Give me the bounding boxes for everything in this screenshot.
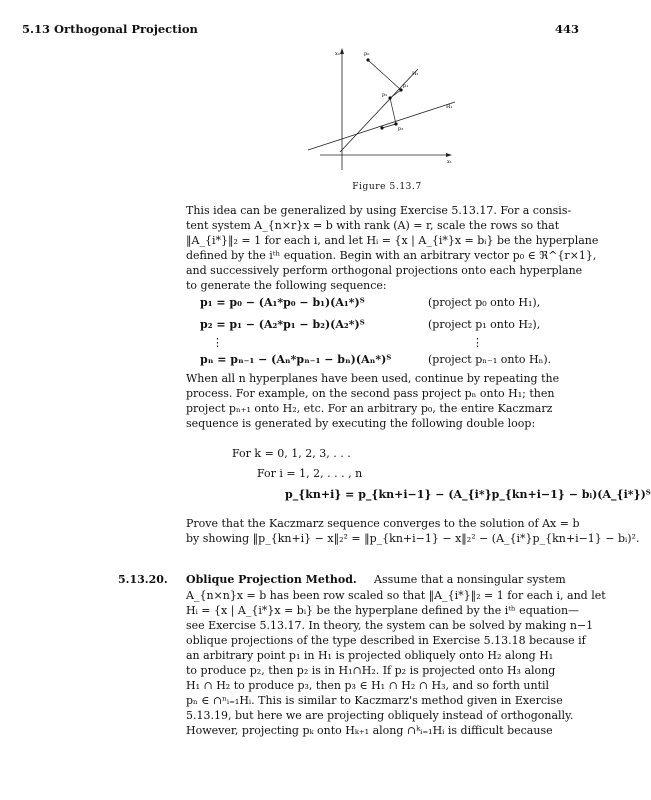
label-p1: p₁ — [403, 83, 409, 89]
text-line: to generate the following sequence: — [186, 279, 387, 292]
vertical-dots-left: ⋮ — [212, 336, 223, 349]
exercise-number: 5.13.20. — [118, 573, 168, 586]
exercise-title: Oblique Projection Method. — [186, 573, 357, 586]
text-line: However, projecting pₖ onto Hₖ₊₁ along ∩ᵏᵢ₌₁Hᵢ is difficult because — [186, 724, 553, 737]
text-line: see Exercise 5.13.17. In theory, the system can be solved by making n−1 — [186, 619, 594, 632]
section-header: 5.13 Orthogonal Projection — [22, 22, 198, 36]
text-line: defined by the iᵗʰ equation. Begin with an arbitrary vector p₀ ∈ ℜ^{r×1}, — [186, 249, 597, 262]
label-h2: H₂ — [412, 71, 419, 77]
exercise-first-line: Assume that a nonsingular system — [374, 573, 566, 586]
text-line: process. For example, on the second pass project pₙ onto H₁; then — [186, 387, 555, 400]
paragraph-2 — [186, 371, 588, 431]
text-line: When all n hyperplanes have been used, continue by repeating the — [186, 372, 560, 385]
note-p1: (project p₀ onto H₁), — [428, 296, 541, 309]
label-p3: p₃ — [398, 126, 404, 132]
figure-caption: Figure 5.13.7 — [352, 182, 422, 192]
text-line: sequence is generated by executing the following double loop: — [186, 417, 536, 430]
point-p4 — [380, 126, 383, 129]
loop-body: p_{kn+i} = p_{kn+i−1} − (A_{i*}p_{kn+i−1} − bᵢ)(A_{i*})ᵀ — [285, 488, 651, 501]
x1-axis-arrow — [446, 153, 452, 157]
text-line: project pₙ₊₁ onto H₂, etc. For an arbitrary p₀, the entire Kaczmarz — [186, 402, 553, 415]
equation-p1: p₁ = p₀ − (A₁*p₀ − b₁)(A₁*)ᵀ — [200, 296, 365, 309]
hyperplane-h2 — [340, 69, 418, 152]
text-line: A_{n×n}x = b has been row scaled so that ‖A_{i*}‖₂ = 1 for each i, and let — [186, 589, 606, 602]
note-p2: (project p₁ onto H₂), — [428, 318, 541, 331]
text-line: ‖A_{i*}‖₂ = 1 for each i, and let Hᵢ = {x | A_{i*}x = bᵢ} be the hyperplane — [186, 234, 599, 247]
loop-outer: For k = 0, 1, 2, 3, . . . — [232, 447, 351, 460]
label-p0: p₀ — [364, 51, 370, 57]
hyperplane-h1 — [308, 102, 455, 150]
loop-inner: For i = 1, 2, . . . , n — [257, 467, 363, 480]
paragraph-3 — [186, 516, 640, 546]
label-p2: p₂ — [382, 92, 388, 98]
point-p0 — [366, 58, 369, 61]
equation-pn: pₙ = pₙ₋₁ − (Aₙ*pₙ₋₁ − bₙ)(Aₙ*)ᵀ — [200, 353, 392, 366]
paragraph-1 — [186, 203, 599, 293]
text-line: pₙ ∈ ∩ⁿᵢ₌₁Hᵢ. This is similar to Kaczmarz's method given in Exercise — [186, 694, 563, 707]
x2-axis-arrow — [340, 48, 344, 54]
equation-p2: p₂ = p₁ − (A₂*p₁ − b₂)(A₂*)ᵀ — [200, 318, 365, 331]
label-x1: x₁ — [447, 159, 452, 165]
text-line: This idea can be generalized by using Exercise 5.13.17. For a consis- — [186, 204, 572, 217]
text-line: to produce p₂, then p₂ is in H₁∩H₂. If p₂ is projected onto H₃ along — [186, 664, 556, 677]
text-line: 5.13.19, but here we are projecting obliquely instead of orthogonally. — [186, 709, 574, 722]
label-h1: H₁ — [446, 104, 453, 110]
text-line: oblique projections of the type described in Exercise 5.13.18 because if — [186, 634, 586, 647]
projection-ray — [382, 124, 396, 128]
text-line: tent system A_{n×r}x = b with rank (A) = r, scale the rows so that — [186, 219, 560, 232]
label-x2: x₂ — [335, 51, 340, 57]
text-line: Prove that the Kaczmarz sequence converges to the solution of Ax = b — [186, 517, 580, 530]
text-line: by showing ‖p_{kn+i} − x‖₂² = ‖p_{kn+i−1} − x‖₂² − (A_{i*}p_{kn+i−1} − bᵢ)². — [186, 532, 640, 545]
text-line: H₁ ∩ H₂ to produce p₃, then p₃ ∈ H₁ ∩ H₂ ∩ H₃, and so forth until — [186, 679, 550, 692]
point-p2 — [388, 96, 391, 99]
kaczmarz-figure — [300, 42, 460, 172]
vertical-dots-right: ⋮ — [472, 336, 483, 349]
page-number: 443 — [555, 22, 580, 36]
text-line: an arbitrary point p₁ in H₁ is projected obliquely onto H₂ along H₁ — [186, 649, 554, 662]
text-line: Hᵢ = {x | A_{i*}x = bᵢ} be the hyperplane defined by the iᵗʰ equation— — [186, 604, 580, 617]
text-line: and successively perform orthogonal projections onto each hyperplane — [186, 264, 583, 277]
exercise-body — [186, 588, 606, 738]
note-pn: (project pₙ₋₁ onto Hₙ). — [428, 353, 552, 366]
